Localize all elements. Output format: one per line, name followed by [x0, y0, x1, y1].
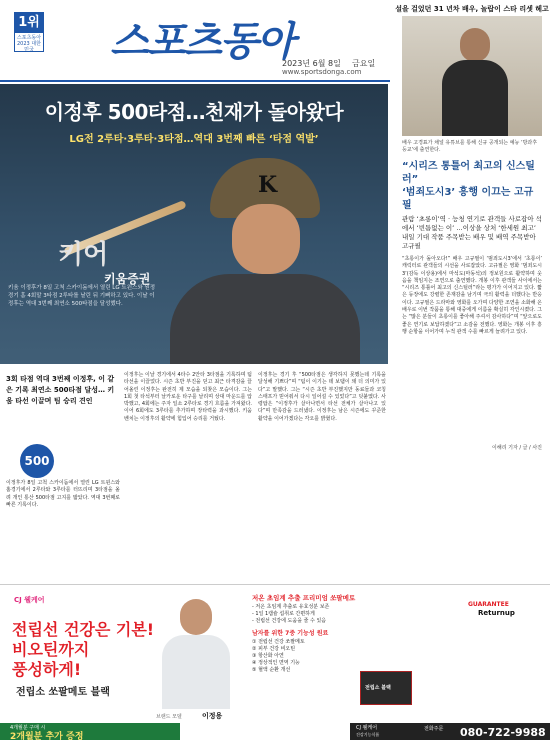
guarantee-badge: GUARANTEE [468, 601, 509, 608]
face-shape [232, 204, 300, 274]
phone-order-bar[interactable] [350, 723, 550, 740]
celebrity-photo [402, 16, 542, 136]
ad-headline-2: 비오틴까지 [12, 640, 90, 659]
sidebar-title: 설을 걸었던 31 년차 배우, 놀랍이 스타 리셋 헤고 [395, 5, 549, 13]
phone-brand: CJ 웰케어 [356, 725, 378, 731]
lower-column-1: 이정후가 8일 고척 스카이돔에서 열린 LG 트윈스와 홈경기에서 2루타와 3루타를 터뜨리며 3타점을 올려 개인 통산 500타점 고지를 밟았다. 역대 3번째로 빠른 기록이다. [6, 480, 120, 508]
ad-product-name: 전립소 쏘팔메토 블랙 [16, 687, 110, 698]
celebrity-body-shape [442, 60, 508, 136]
ad-headline-1: 전립선 건강은 기본! [12, 620, 155, 639]
jersey-word: 키어 [58, 240, 109, 270]
masthead [0, 0, 390, 82]
rank-badge [14, 12, 44, 52]
product-box-image [360, 671, 412, 705]
ad-model-figure [160, 599, 232, 709]
ad-brand: CJ 웰케어 [14, 596, 45, 604]
ad-list-head-2: 남자를 위한 7중 기능성 원료 [252, 630, 329, 637]
lower-column-2: 이정후는 이날 경기에서 4타수 2안타 3타점을 기록하며 팀 타선을 이끌었다. 시즌 초반 부진을 딛고 최근 타격감을 끌어올린 이정후는 완전히 제 모습을 되찾은 모습이다. 그는 1회 첫 타석부터 날카로운 타구를 날리며 상대 마운드를 압박했고, 4회에는 주자 일소 2루타로 경기 흐름을 가져왔다. 이어 6회에도 3루타를 추가하며 장타력을 과시했다. 키움 벤치는 이정후의 활약에 힘입어 승리를 거뒀다. [124, 372, 252, 422]
celebrity-caption: 배우 고경표가 채널 유튜브를 통해 신규 공개되는 예능 ‘방과후 등교’에 출연한다. [402, 140, 538, 153]
newspaper-logo[interactable]: 스포츠동아 [110, 18, 294, 65]
issue-weekday: 금요일 [352, 59, 376, 68]
hero-photo [0, 84, 388, 364]
celebrity-head-shape [460, 28, 490, 62]
player-figure [170, 158, 360, 364]
sidebar-headline-1: “시리즈 통틀어 최고의 신스틸러” [402, 161, 535, 185]
lower-column-3: 이정후는 경기 후 “500타점은 생각하지 못했는데 기록을 달성해 기쁘다”며 “팀이 이기는 데 보탬이 돼 더 의미가 있다”고 말했다. 그는 “시즌 초반 부진했지만 동료들과 코칭스태프가 믿어줘서 다시 일어설 수 있었다”고 덧붙였다. 사령탑은 “이정후가 살아나면서 타선 전체가 살아나고 있다”며 만족감을 드러냈다. 이정후는 남은 시즌에도 꾸준한 활약을 이어가겠다는 각오를 밝혔다. [258, 372, 386, 422]
sidebar-byline: 이해리 기자 / 글 / 사진 [492, 445, 542, 451]
jersey-team: 키움증권 [104, 272, 151, 286]
ad-list-line: ② 피부 건강 비오틴 [252, 646, 296, 652]
milestone-emblem: 500 [20, 444, 54, 478]
ad-list-line: ⑤ 혈액 순환 개선 [252, 667, 291, 673]
ad-model-label: 브랜드 모델 [156, 714, 182, 720]
main-subhead: LG전 2루타·3루타·3타점…역대 3번째 빠른 ‘타점 역발’ [69, 134, 319, 145]
ad-model-name: 이정용 [202, 712, 223, 720]
advertisement[interactable] [0, 584, 550, 740]
rank-subtitle: 스포츠동아 2023 대한민국 [16, 35, 42, 53]
sidebar-headline-2: ‘범죄도시3’ 흥행 이끄는 고규필 [402, 187, 534, 211]
helmet-letter: K [258, 172, 278, 198]
ad-headline-3: 풍성하게! [12, 660, 82, 679]
sidebar-article [394, 160, 550, 580]
issue-date: 2023년 6월 8일 [282, 59, 341, 68]
site-url[interactable]: www.sportsdonga.com [282, 68, 362, 76]
ad-list-head: 저온 초임계 추출 프리미엄 쏘팔메토 [252, 594, 356, 602]
ad-model-head-shape [180, 599, 212, 635]
ad-list-line: - 저온 초임계 추출로 유효성분 보존 [252, 604, 330, 610]
phone-number[interactable]: 080-722-9988 [460, 726, 546, 739]
ad-offer-bar[interactable] [0, 723, 180, 740]
ad-model-body-shape [162, 635, 230, 709]
ad-offer-big: 2개월분 추가 증정 [10, 732, 84, 740]
main-headline: 이정후 500타점…천재가 돌아왔다 [44, 100, 344, 124]
phone-sub: 건강기능식품 [356, 732, 380, 737]
product-box-label: 전립소 블랙 [365, 685, 391, 691]
ad-offer-small: 4개월분 구매 시 [10, 725, 46, 731]
ad-list-line: - 전립선 건강에 도움을 줄 수 있음 [252, 618, 327, 624]
jersey-shape [170, 274, 360, 364]
ad-list-line: ③ 항산화 아연 [252, 653, 284, 659]
sidebar-dek: 관람 ‘초롱이’역 · 능청 연기로 관객들 사로잡아 석에서 ‘빈틈없는 이’ …이상을 상처 ‘한세원 최고’ 내일 기대 작품 주목받는 배우 및 배역 주목받아 고규필 [402, 215, 542, 250]
rank-number: 1위 [15, 13, 43, 33]
photo-caption: 키움 이정후가 8일 고척 스카이돔에서 열린 LG 트윈스와 원정경기 홈 4회말 3타점 2루타를 날린 뒤 기뻐하고 있다. 이날 이정후는 역대 3번째 최연소 500타점을 달성했다. [8, 285, 156, 307]
lower-story [0, 366, 388, 576]
ad-list-line: ① 전립선 건강 쏘팔메토 [252, 639, 305, 645]
ad-feature-list [252, 593, 432, 674]
lower-dek: 3회 타점 역대 3번째 이정후, 이 같은 기록 최연소 500타점 달성… 키움 타선 이끌며 팀 승리 견인 [6, 375, 115, 405]
sidebar-body: “초롱이가 돌아오다!” 배우 고규필이 ‘범죄도시3’에서 ‘초롱이’ 캐릭터로 관객들의 시선을 사로잡았다. 고규필은 영화 ‘범죄도시3’(감독 이상용)에서 마석도(마동석)의 정보원으로 활약하며 웃음을 책임지는 조연으로 출연했다. 개봉 이후 관객들 사이에서는 “시리즈 통틀어 최고의 신스틸러”라는 평가가 이어지고 있다. 짧은 등장에도 강렬한 존재감을 남기며 극의 활력을 더했다는 반응이다. 고규필은 드라마와 영화를 오가며 다양한 조연을 소화해 온 배우로 이번 작품을 통해 대중에게 이름을 확실히 각인시켰다. 그는 “많은 분들이 초롱이를 좋아해 주셔서 감사하다”며 “앞으로도 좋은 연기로 보답하겠다”고 소감을 전했다. 영화는 개봉 이후 흥행 순항을 이어가며 누적 관객 수를 빠르게 늘려가고 있다. [402, 256, 542, 335]
ad-list-line: ④ 정상적인 면역 기능 [252, 660, 300, 666]
ad-list-line: - 1일 1캡슐 섭취로 간편하게 [252, 611, 315, 617]
phone-label: 전화주문 [424, 726, 444, 732]
returnup-badge: Returnup [478, 609, 515, 617]
